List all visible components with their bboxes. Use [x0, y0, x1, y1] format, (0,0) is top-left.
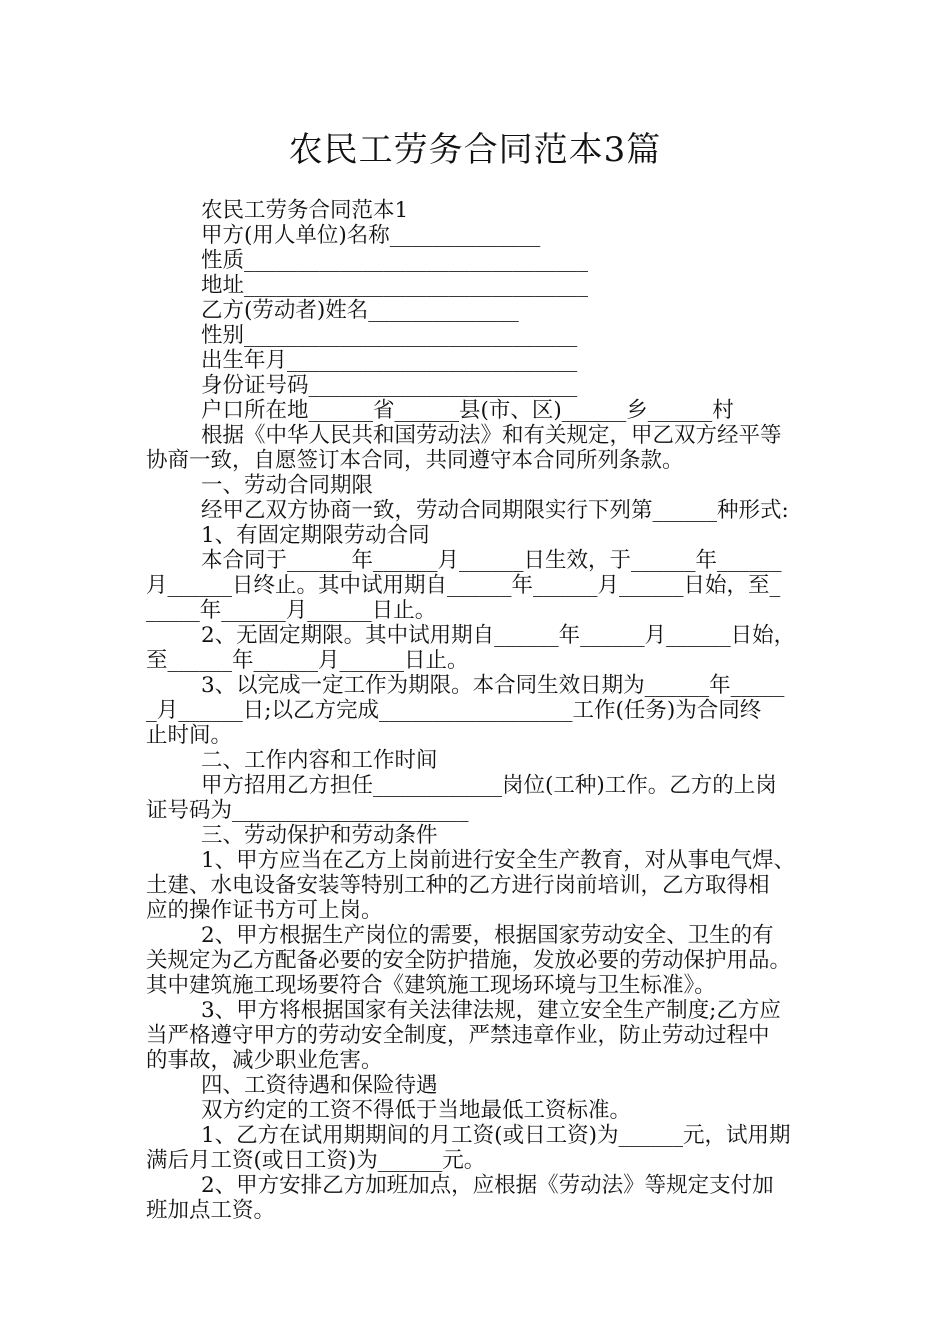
paragraph-line: 双方约定的工资不得低于当地最低工资标准。 — [201, 1098, 632, 1123]
paragraph-line: 其中建筑施工现场要符合《建筑施工现场环境与卫生标准》。 — [146, 973, 716, 998]
section-heading: 四、工资待遇和保险待遇 — [201, 1073, 438, 1098]
section-heading-contract-1: 农民工劳务合同范本1 — [201, 198, 409, 223]
address-field: 地址________________________________ — [201, 273, 589, 298]
paragraph-line: 关规定为乙方配备必要的安全防护措施，发放必要的劳动保护用品。 — [146, 948, 792, 973]
paragraph-line: 土建、水电设备安装等特别工种的乙方进行岗前培训，乙方取得相 — [146, 873, 770, 898]
paragraph-line: 2、甲方安排乙方加班加点，应根据《劳动法》等规定支付加 — [201, 1173, 774, 1198]
nature-field: 性质________________________________ — [201, 248, 589, 273]
paragraph-line: 月______日终止。其中试用期自______年______月______日始，至_ — [146, 573, 781, 598]
paragraph-line: 根据《中华人民共和国劳动法》和有关规定，甲乙双方经平等 — [201, 423, 782, 448]
paragraph-line: 当严格遵守甲方的劳动安全制度，严禁违章作业，防止劳动过程中 — [146, 1023, 770, 1048]
paragraph-line: 2、甲方根据生产岗位的需要，根据国家劳动安全、卫生的有 — [201, 923, 774, 948]
section-heading: 一、劳动合同期限 — [201, 473, 374, 498]
paragraph-line: 班加点工资。 — [146, 1198, 276, 1223]
paragraph-line: _月______日;以乙方完成__________________工作(任务)为合同终 — [146, 698, 762, 723]
paragraph-line: 应的操作证书方可上岗。 — [146, 898, 383, 923]
household-registration-field: 户口所在地______省______县(市、区)______乡______村 — [201, 398, 734, 423]
paragraph-line: 满后月工资(或日工资)为______元。 — [146, 1148, 486, 1173]
birth-date-field: 出生年月___________________________ — [201, 348, 578, 373]
paragraph-line: 经甲乙双方协商一致，劳动合同期限实行下列第______种形式: — [201, 498, 789, 523]
clause-heading: 1、有固定期限劳动合同 — [201, 523, 430, 548]
id-number-field: 身份证号码_________________________ — [201, 373, 578, 398]
paragraph-line: 2、无固定期限。其中试用期自______年______月______日始， — [201, 623, 796, 648]
party-b-name-field: 乙方(劳动者)姓名______________ — [201, 298, 519, 323]
paragraph-line: 协商一致，自愿签订本合同，共同遵守本合同所列条款。 — [146, 448, 684, 473]
paragraph-line: _____年______月______日止。 — [146, 598, 437, 623]
paragraph-line: 3、以完成一定工作为期限。本合同生效日期为______年_____ — [201, 673, 785, 698]
paragraph-line: 本合同于______年______月______日生效，于______年______ — [201, 548, 782, 573]
paragraph-line: 证号码为______________________ — [146, 798, 469, 823]
paragraph-line: 止时间。 — [146, 723, 233, 748]
paragraph-line: 甲方招用乙方担任____________岗位(工种)工作。乙方的上岗 — [201, 773, 777, 798]
section-heading: 二、工作内容和工作时间 — [201, 748, 438, 773]
paragraph-line: 至______年______月______日止。 — [146, 648, 469, 673]
document-title: 农民工劳务合同范本3篇 — [288, 130, 662, 170]
paragraph-line: 1、乙方在试用期期间的月工资(或日工资)为______元，试用期 — [201, 1123, 791, 1148]
party-a-name-field: 甲方(用人单位)名称______________ — [201, 223, 541, 248]
paragraph-line: 的事故，减少职业危害。 — [146, 1048, 383, 1073]
document-body — [146, 198, 816, 1223]
gender-field: 性别_______________________________ — [201, 323, 578, 348]
section-heading: 三、劳动保护和劳动条件 — [201, 823, 438, 848]
paragraph-line: 3、甲方将根据国家有关法律法规，建立安全生产制度;乙方应 — [201, 998, 781, 1023]
paragraph-line: 1、甲方应当在乙方上岗前进行安全生产教育，对从事电气焊、 — [201, 848, 796, 873]
